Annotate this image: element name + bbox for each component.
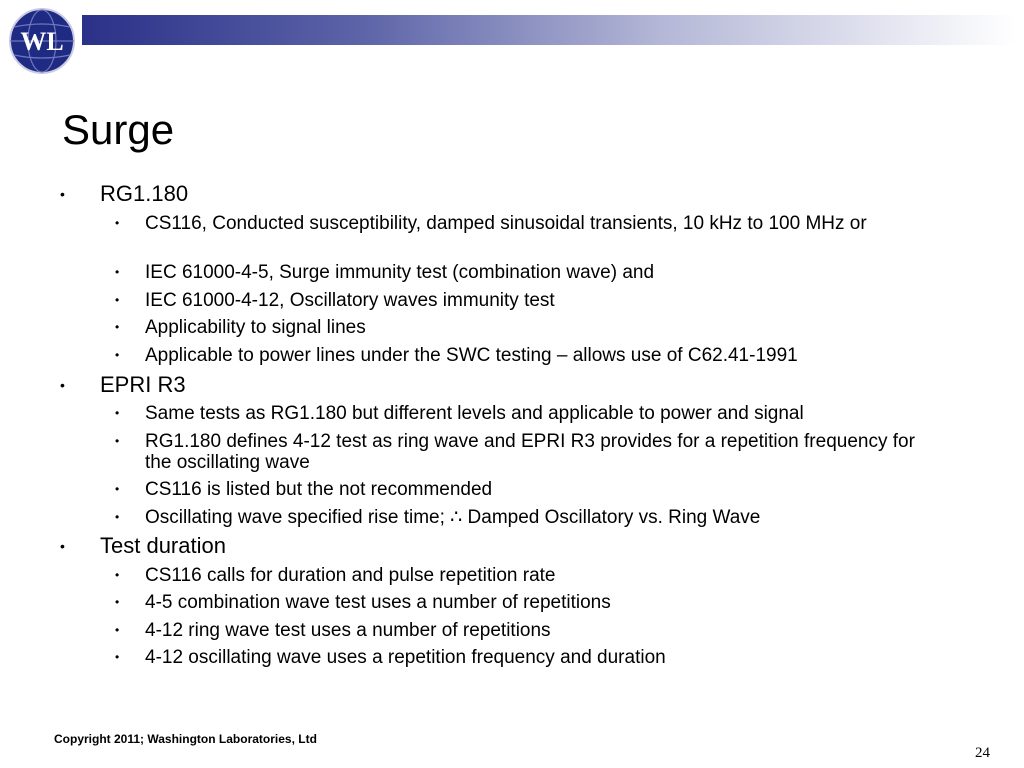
sub-bullet: • 4-5 combination wave test uses a number of repetitions: [145, 592, 945, 613]
page-number: 24: [975, 745, 990, 761]
sub-bullet: • IEC 61000-4-5, Surge immunity test (combination wave) and: [145, 262, 945, 283]
sub-bullet: • 4-12 oscillating wave uses a repetition frequency and duration: [145, 647, 945, 668]
sub-bullet: • CS116, Conducted susceptibility, damped sinusoidal transients, 10 kHz to 100 MHz or: [145, 213, 945, 234]
slide-title: Surge: [62, 106, 175, 153]
sub-bullet: • CS116 calls for duration and pulse repetition rate: [145, 565, 945, 586]
copyright-footer: Copyright 2011; Washington Laboratories, Ltd: [54, 732, 317, 746]
sub-bullet: • IEC 61000-4-12, Oscillatory waves immunity test: [145, 290, 945, 311]
logo-lettering: WL: [20, 27, 64, 56]
sub-bullet: • CS116 is listed but the not recommended: [145, 479, 945, 500]
bullet-epri-r3: • EPRI R3: [100, 373, 980, 397]
sub-bullet: • Applicability to signal lines: [145, 317, 945, 338]
sub-bullet: • RG1.180 defines 4-12 test as ring wave and EPRI R3 provides for a repetition frequency for the oscillating wave: [145, 431, 945, 473]
sub-bullet: • 4-12 ring wave test uses a number of repetitions: [145, 620, 945, 641]
bullet-test-duration: • Test duration: [100, 534, 980, 558]
sub-bullet: • Applicable to power lines under the SWC testing – allows use of C62.41-1991: [145, 345, 945, 366]
sub-bullet: • Oscillating wave specified rise time; ∴ Damped Oscillatory vs. Ring Wave: [145, 507, 945, 528]
sub-bullet: • Same tests as RG1.180 but different levels and applicable to power and signal: [145, 403, 945, 424]
bullet-rg1180: • RG1.180: [100, 182, 980, 206]
